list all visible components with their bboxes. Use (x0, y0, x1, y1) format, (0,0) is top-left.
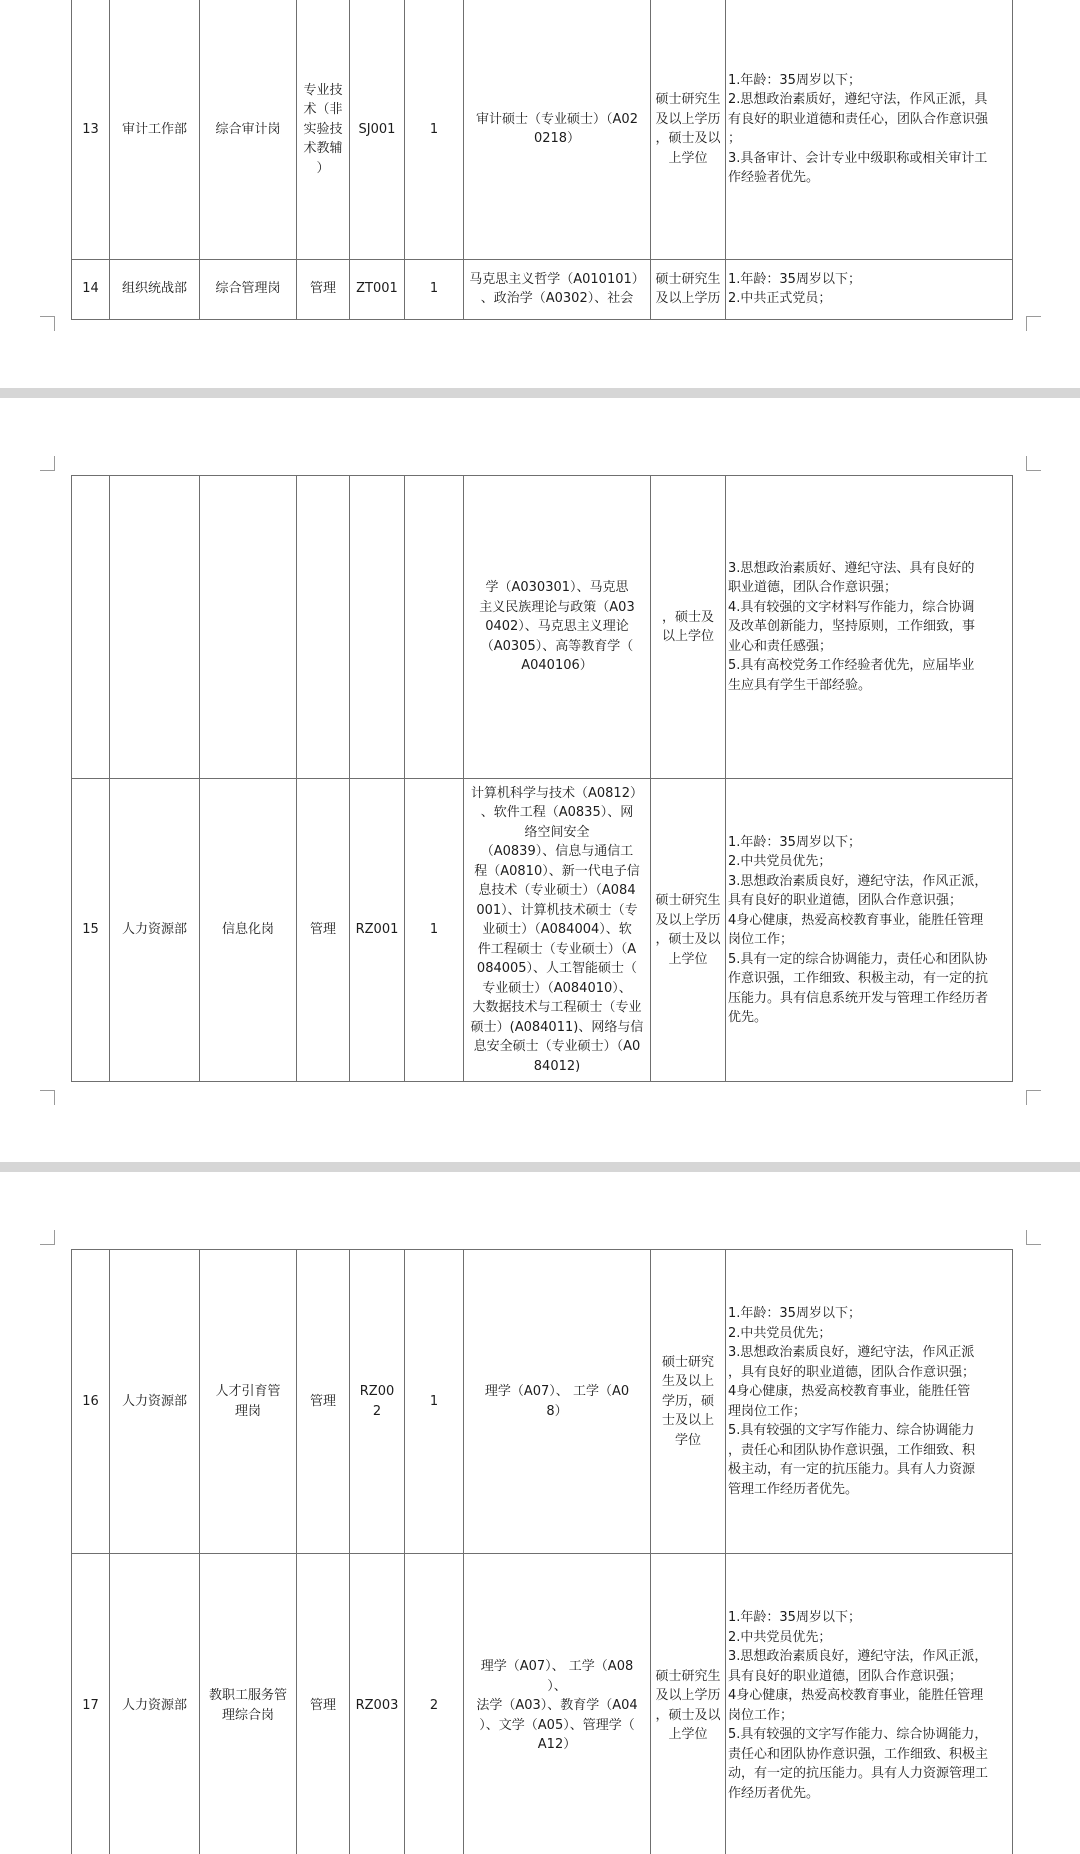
table-row (72, 779, 1013, 1082)
post-name-cell: 综合管理岗 (200, 259, 297, 319)
post-name-cell (200, 476, 297, 779)
recruitment-table-page-1 (71, 0, 1013, 320)
headcount-cell: 1 (405, 0, 464, 259)
department-cell: 审计工作部 (110, 0, 200, 259)
row-number: 15 (72, 779, 110, 1082)
headcount-cell: 1 (405, 779, 464, 1082)
table-row (72, 1554, 1013, 1854)
recruitment-table-page-3 (71, 1249, 1013, 1854)
department-cell: 人力资源部 (110, 1554, 200, 1854)
document-page-3 (0, 1172, 1080, 1854)
post-name-cell: 教职工服务管 理综合岗 (200, 1554, 297, 1854)
major-cell: 审计硕士（专业硕士）（A02 0218） (464, 0, 651, 259)
headcount-cell (405, 476, 464, 779)
education-cell: ，硕士及 以上学位 (651, 476, 726, 779)
post-type-cell (297, 476, 350, 779)
post-code-cell: RZ001 (350, 779, 405, 1082)
post-code-cell: SJ001 (350, 0, 405, 259)
post-code-cell (350, 476, 405, 779)
requirements-cell: 1.年龄：35周岁以下； 2.思想政治素质好，遵纪守法，作风正派，具 有良好的职业道德和责任心，团队合作意识强 ； 3.具备审计、会计专业中级职称或相关审计工 作经验者优先。 (726, 0, 1013, 259)
post-type-cell: 管理 (297, 1554, 350, 1854)
post-type-cell: 管理 (297, 1250, 350, 1554)
department-cell: 人力资源部 (110, 779, 200, 1082)
crop-mark-top-left (40, 1230, 55, 1245)
requirements-cell: 1.年龄：35周岁以下； 2.中共党员优先； 3.思想政治素质良好，遵纪守法，作风正派 ，具有良好的职业道德，团队合作意识强； 4身心健康，热爱高校教育事业，能胜任管 理岗位工作； 5.具有较强的文字写作能力、综合协调能力 ，责任心和团队协作意识强，工作细致、积 极主动，有一定的抗压能力。具有人力资源 管理工作经历者优先。 (726, 1250, 1013, 1554)
education-cell: 硕士研究 生及以上 学历，硕 士及以上 学位 (651, 1250, 726, 1554)
requirements-cell: 1.年龄：35周岁以下； 2.中共党员优先； 3.思想政治素质良好，遵纪守法，作风正派， 具有良好的职业道德，团队合作意识强； 4身心健康，热爱高校教育事业，能胜任管理 岗位工作； 5.具有一定的综合协调能力，责任心和团队协 作意识强，工作细致、积极主动，有一定的抗 压能力。具有信息系统开发与管理工作经历者 优先。 (726, 779, 1013, 1082)
page-separator (0, 388, 1080, 398)
post-code-cell: ZT001 (350, 259, 405, 319)
crop-mark-bottom-right (1026, 316, 1041, 331)
row-number (72, 476, 110, 779)
requirements-cell: 1.年龄：35周岁以下； 2.中共党员优先； 3.思想政治素质良好，遵纪守法，作风正派， 具有良好的职业道德，团队合作意识强； 4身心健康，热爱高校教育事业，能胜任管理 岗位工作； 5.具有较强的文字写作能力、综合协调能力， 责任心和团队协作意识强，工作细致、积极主 动，有一定的抗压能力。具有人力资源管理工 作经历者优先。 (726, 1554, 1013, 1854)
education-cell: 硕士研究生 及以上学历 ，硕士及以 上学位 (651, 1554, 726, 1854)
education-cell: 硕士研究生 及以上学历 ，硕士及以 上学位 (651, 0, 726, 259)
post-type-cell: 专业技 术（非 实验技 术教辅 ） (297, 0, 350, 259)
row-number: 16 (72, 1250, 110, 1554)
headcount-cell: 2 (405, 1554, 464, 1854)
crop-mark-top-right (1026, 456, 1041, 471)
major-cell: 理学（A07）、 工学（A0 8） (464, 1250, 651, 1554)
major-cell: 学（A030301）、马克思 主义民族理论与政策（A03 0402）、马克思主义理论 （A0305）、高等教育学（ A040106） (464, 476, 651, 779)
row-number: 17 (72, 1554, 110, 1854)
table-row (72, 0, 1013, 259)
post-name-cell: 综合审计岗 (200, 0, 297, 259)
major-cell: 马克思主义哲学（A010101） 、政治学（A0302）、社会 (464, 259, 651, 319)
table-row (72, 1250, 1013, 1554)
department-cell: 人力资源部 (110, 1250, 200, 1554)
document-page-2 (0, 398, 1080, 1162)
post-name-cell: 信息化岗 (200, 779, 297, 1082)
recruitment-table-page-2 (71, 475, 1013, 1082)
post-type-cell: 管理 (297, 259, 350, 319)
crop-mark-top-left (40, 456, 55, 471)
post-type-cell: 管理 (297, 779, 350, 1082)
post-code-cell: RZ003 (350, 1554, 405, 1854)
department-cell: 组织统战部 (110, 259, 200, 319)
crop-mark-bottom-left (40, 316, 55, 331)
page-separator (0, 1162, 1080, 1172)
row-number: 13 (72, 0, 110, 259)
requirements-cell: 3.思想政治素质好、遵纪守法、具有良好的 职业道德，团队合作意识强； 4.具有较强的文字材料写作能力，综合协调 及改革创新能力，坚持原则，工作细致，事 业心和责任感强； 5.具有高校党务工作经验者优先，应届毕业 生应具有学生干部经验。 (726, 476, 1013, 779)
post-code-cell: RZ00 2 (350, 1250, 405, 1554)
headcount-cell: 1 (405, 1250, 464, 1554)
crop-mark-bottom-right (1026, 1090, 1041, 1105)
table-row (72, 259, 1013, 319)
department-cell (110, 476, 200, 779)
requirements-cell: 1.年龄：35周岁以下； 2.中共正式党员； (726, 259, 1013, 319)
headcount-cell: 1 (405, 259, 464, 319)
education-cell: 硕士研究生 及以上学历 ，硕士及以 上学位 (651, 779, 726, 1082)
education-cell: 硕士研究生 及以上学历 (651, 259, 726, 319)
major-cell: 理学（A07）、 工学（A08 ）、 法学（A03）、教育学（A04 ）、文学（A05）、管理学（ A12） (464, 1554, 651, 1854)
crop-mark-top-right (1026, 1230, 1041, 1245)
document-page-1 (0, 0, 1080, 388)
major-cell: 计算机科学与技术（A0812） 、软件工程（A0835）、网 络空间安全 （A0839）、信息与通信工 程（A0810）、新一代电子信 息技术（专业硕士）（A084 001）、计算机技术硕士（专 业硕士）（A084004）、软 件工程硕士（专业硕士）（A 084005）、人工智能硕士（ 专业硕士）（A084010）、 大数据技术与工程硕士（专业 硕士）(A084011)、网络与信 息安全硕士（专业硕士）（A0 84012) (464, 779, 651, 1082)
crop-mark-bottom-left (40, 1090, 55, 1105)
table-row (72, 476, 1013, 779)
row-number: 14 (72, 259, 110, 319)
post-name-cell: 人才引育管 理岗 (200, 1250, 297, 1554)
